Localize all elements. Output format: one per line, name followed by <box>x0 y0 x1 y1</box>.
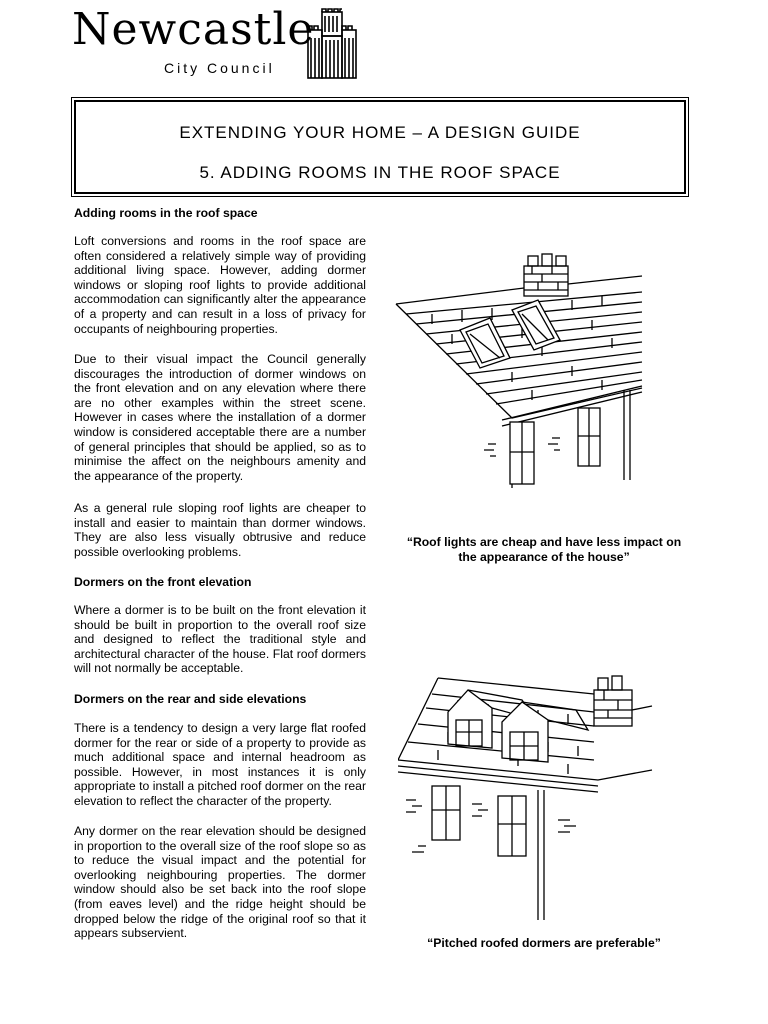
paragraph: There is a tendency to design a very large flat roofed dormer for the rear or side of a property to provide as much additional space and internal headroom as possible. However, in most instances it is only appropriate to install a pitched roof dormer on the rear elevation to reflect the character of the property. <box>74 721 366 808</box>
heading-roof-space: Adding rooms in the roof space <box>74 206 258 220</box>
logo-wordmark: Newcastle <box>72 4 315 55</box>
title-box <box>74 100 686 194</box>
council-logo <box>72 4 372 82</box>
document-title: EXTENDING YOUR HOME – A DESIGN GUIDE <box>179 123 581 142</box>
paragraph: As a general rule sloping roof lights are cheaper to install and easier to maintain than dormer windows. They are also less visually obtrusive and reduce possible overlooking problems. <box>74 501 366 559</box>
roof-lights-illustration <box>392 248 648 488</box>
paragraph: Due to their visual impact the Council generally discourages the introduction of dormer windows on the front elevation and on any elevation where there are no other examples within the street scene. However in cases where the installation of a dormer window is considered acceptable there are a number of general principles that should be applied, so as to minimise the affect on the neighbours amenity and the appearance of the property. <box>74 352 366 483</box>
pitched-dormers-illustration <box>398 670 656 920</box>
heading-front-elevation: Dormers on the front elevation <box>74 575 252 589</box>
paragraph: Loft conversions and rooms in the roof space are often considered a relatively simple way of providing additional living space. However, adding dormer windows or sloping roof lights to provide additional accommodation can significantly alter the appearance of a property and can result in a loss of privacy for occupants of neighbouring properties. <box>74 234 366 336</box>
logo-subtitle: City Council <box>164 60 275 76</box>
caption-dormers: “Pitched roofed dormers are preferable” <box>427 936 661 950</box>
section-title: 5. ADDING ROOMS IN THE ROOF SPACE <box>199 163 561 182</box>
caption-roof-lights: “Roof lights are cheap and have less impact on the appearance of the house” <box>406 535 682 564</box>
paragraph: Any dormer on the rear elevation should be designed in proportion to the overall size of the roof slope so as to reduce the visual impact and the potential for overlooking neighbouring properties. The dormer window should also be set back into the roof slope (from eaves level) and the ridge height should be dropped below the ridge of the original roof so that it appears subservient. <box>74 824 366 941</box>
castle-icon <box>306 8 358 80</box>
paragraph: Where a dormer is to be built on the front elevation it should be built in proportion to the overall roof size and designed to reflect the traditional style and architectural character of the house. Flat roof dormers will not normally be acceptable. <box>74 603 366 676</box>
heading-rear-side-elevations: Dormers on the rear and side elevations <box>74 692 307 706</box>
